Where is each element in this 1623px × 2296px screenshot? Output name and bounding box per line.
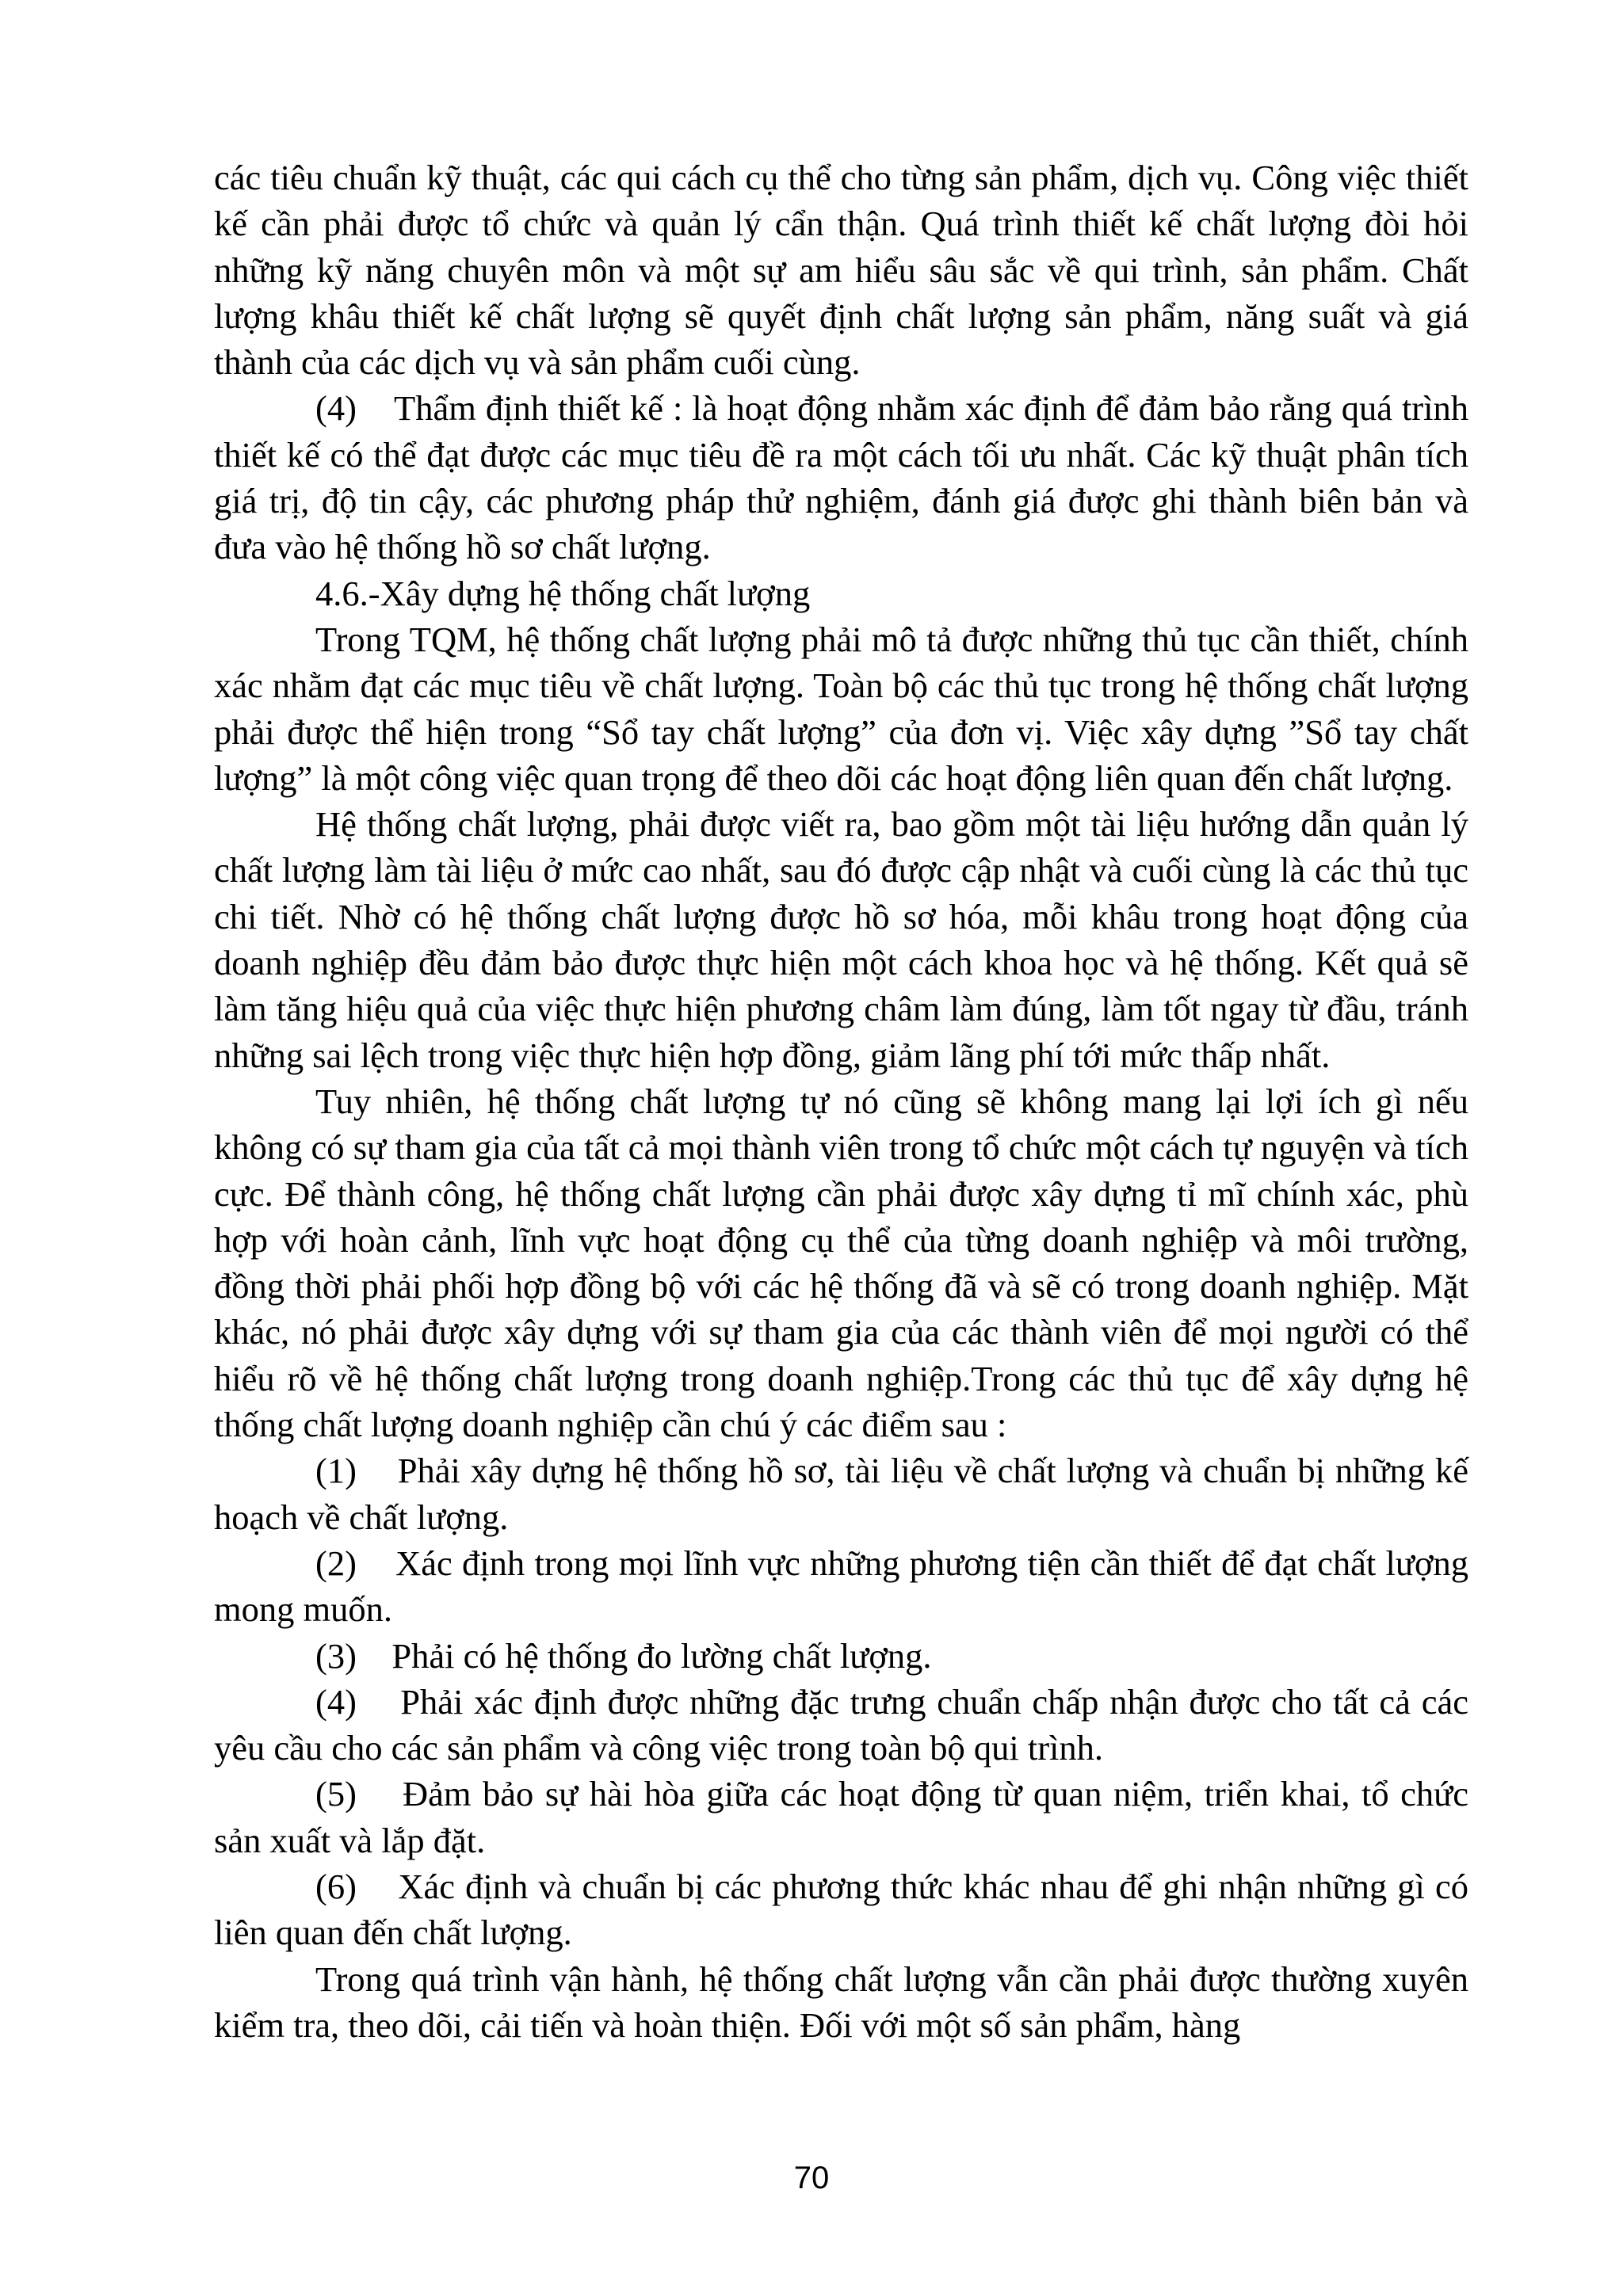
- list-item: (6) Xác định và chuẩn bị các phương thức khác nhau để ghi nhận những gì có liên quan đến chất lượng.: [214, 1866, 1478, 1953]
- paragraph: Tuy nhiên, hệ thống chất lượng tự nó cũng sẽ không mang lại lợi ích gì nếu không có sự tham gia của tất cả mọi thành viên trong tổ chức một cách tự nguyện và tích cực. Để thành công, hệ thống chất lượng cần phải được xây dựng tỉ mĩ chính xác, phù hợp với hoàn cảnh, lĩnh vực hoạt động cụ thể của từng doanh nghiệp và môi trường, đồng thời phải phối hợp đồng bộ với các hệ thống đã và sẽ có trong doanh nghiệp. Mặt khác, nó phải được xây dựng với sự tham gia của các thành viên để mọi người có thể hiểu rõ về hệ thống chất lượng trong doanh nghiệp.Trong các thủ tục để xây dựng hệ thống chất lượng doanh nghiệp cần chú ý các điểm sau :: [214, 1081, 1468, 1445]
- list-item: (3) Phải có hệ thống đo lường chất lượng.: [315, 1635, 932, 1676]
- document-body: [214, 154, 1478, 2048]
- paragraph: (4) Thẩm định thiết kế : là hoạt động nhằm xác định để đảm bảo rằng quá trình thiết kế có thể đạt được các mục tiêu đề ra một cách tối ưu nhất. Các kỹ thuật phân tích giá trị, độ tin cậy, các phương pháp thử nghiệm, đánh giá được ghi thành biên bản và đưa vào hệ thống hồ sơ chất lượng.: [214, 388, 1478, 567]
- paragraph: Trong quá trình vận hành, hệ thống chất lượng vẫn cần phải được thường xuyên kiểm tra, theo dõi, cải tiến và hoàn thiện. Đối với một số sản phẩm, hàng: [214, 1958, 1468, 2045]
- paragraph: các tiêu chuẩn kỹ thuật, các qui cách cụ thể cho từng sản phẩm, dịch vụ. Công việc thiết kế cần phải được tổ chức và quản lý cẩn thận. Quá trình thiết kế chất lượng đòi hỏi những kỹ năng chuyên môn và một sự am hiểu sâu sắc về qui trình, sản phẩm. Chất lượng khâu thiết kế chất lượng sẽ quyết định chất lượng sản phẩm, năng suất và giá thành của các dịch vụ và sản phẩm cuối cùng.: [214, 158, 1468, 383]
- paragraph: Trong TQM, hệ thống chất lượng phải mô tả được những thủ tục cần thiết, chính xác nhằm đạt các mục tiêu về chất lượng. Toàn bộ các thủ tục trong hệ thống chất lượng phải được thể hiện trong “Sổ tay chất lượng” của đơn vị. Việc xây dựng ”Sổ tay chất lượng” là một công việc quan trọng để theo dõi các hoạt động liên quan đến chất lượng.: [214, 619, 1468, 798]
- list-item: (1) Phải xây dựng hệ thống hồ sơ, tài liệu về chất lượng và chuẩn bị những kế hoạch về chất lượng.: [214, 1451, 1478, 1537]
- list-item: (4) Phải xác định được những đặc trưng chuẩn chấp nhận được cho tất cả các yêu cầu cho các sản phẩm và công việc trong toàn bộ qui trình.: [214, 1681, 1478, 1768]
- list-item: (5) Đảm bảo sự hài hòa giữa các hoạt động từ quan niệm, triển khai, tổ chức sản xuất và lắp đặt.: [214, 1774, 1478, 1860]
- paragraph: Hệ thống chất lượng, phải được viết ra, bao gồm một tài liệu hướng dẫn quản lý chất lượng làm tài liệu ở mức cao nhất, sau đó được cập nhật và cuối cùng là các thủ tục chi tiết. Nhờ có hệ thống chất lượng được hồ sơ hóa, mỗi khâu trong hoạt động của doanh nghiệp đều đảm bảo được thực hiện một cách khoa học và hệ thống. Kết quả sẽ làm tăng hiệu quả của việc thực hiện phương châm làm đúng, làm tốt ngay từ đầu, tránh những sai lệch trong việc thực hiện hợp đồng, giảm lãng phí tới mức thấp nhất.: [214, 804, 1468, 1075]
- section-heading: 4.6.-Xây dựng hệ thống chất lượng: [315, 573, 811, 613]
- list-item: (2) Xác định trong mọi lĩnh vực những phương tiện cần thiết để đạt chất lượng mong muốn.: [214, 1543, 1478, 1630]
- page-number: 70: [793, 2161, 830, 2195]
